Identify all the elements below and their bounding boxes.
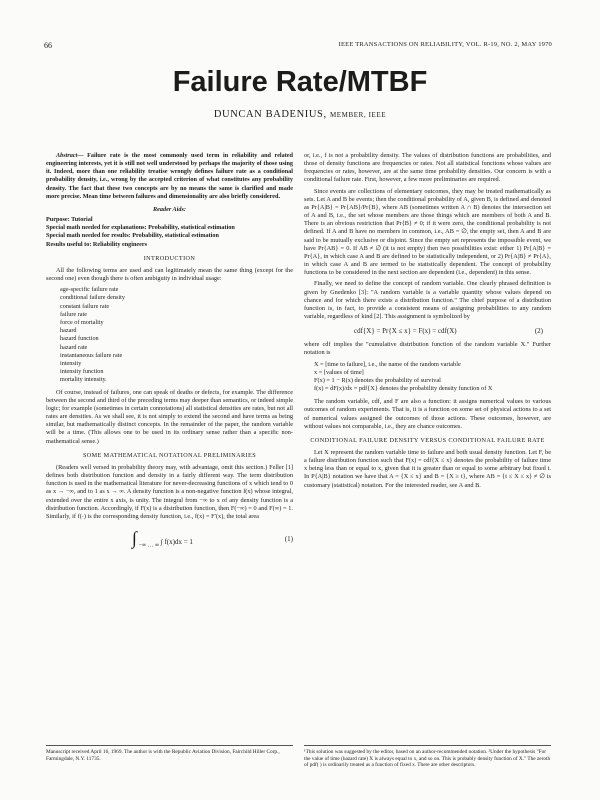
notation-definitions [314,361,551,394]
definition-line: F(x) = 1 − R(x) denotes the probability of survival [314,376,441,384]
right-paragraph-2: Since events are collections of elementary outcomes, they may be treated mathematically as sets. Let A and B be events; then the conditional probability of A, given B, is defined and denoted as Pr{A|B} = Pr{AB}/Pr{B}, where AB (sometimes written A ∩ B) denotes the intersection set of A and B, i.e., the set whose members are those things which are members of both A and B. There is an obvious restriction that Pr{B} ≠ 0; if it were zero, the conditional probability is not defined. If A and B have no members in common, i.e., AB = ∅, the empty set, then A and B are said to be mutually exclusive or disjoint. Since the empty set represents the impossible event, we have Pr{AB} = 0. If AB ≠ ∅ (it is not empty) then two possibilities exist: either 1) Pr{A|B} = Pr{A}, in which case A and B are defined to be statistically independent, or 2) Pr{A|B} ≠ Pr{A}, in which case A and B are termed to be statistically dependent. The concept of probability functions to be considered in the next section are dependent (i.e., dependent) in this sense. [304,187,551,277]
author-membership: MEMBER, IEEE [329,111,387,119]
equation-number: (2) [534,327,543,336]
term-item: intensity [60,360,82,368]
equation-1 [132,529,293,550]
abstract-label: Abstract [56,152,78,159]
integral-limits: −∞ … ∞ [138,542,160,549]
equation-2 [354,327,543,335]
right-paragraph-5: The random variable, cdf, and F are also a function: it assigns numerical values to various outcomes of random experiments. That is, it is a function on some set of physical actions to a set of numerical values assigned the outcomes of those actions. These outcomes, however, are without values not comparable, i.e., they are chance outcomes. [304,398,551,430]
integral-expression [132,529,193,550]
reader-aids-heading: Reader Aids: [153,205,186,213]
term-item: hazard [60,327,77,335]
author-line [0,109,600,120]
equation-2-expression: cdf{X} = Pr{X ≤ x} = F(x) = cdf(X) [354,327,457,336]
reader-aid-useful-to: Results useful to: Reliability engineers [46,240,148,248]
term-item: instantaneous failure rate [60,351,123,359]
term-item: failure rate [60,310,87,318]
footnote-right: ¹This solution was suggested by the editor, based on an author-recommended notation. ²Under the hypothesis "For the value of time (hazard rate) X is always equal to x, and so on. This is probably density function of X." The zeroth of pdf( ) is ordinarily treated as a function of fixed x. There are other descriptors. [304,745,551,769]
terms-discussion-paragraph: Of course, instead of failures, one can speak of deaths or defects, for example. The difference between the second and third of the preceding terms may deeper than semantics, or indeed simple logic; for example (sometimes in certain connotations) all statistical densities are rates, but not all rates are densities. As we shall see, it is not simply to extend the second and have terms as being similar, but mathematically distinct concepts. In the remainder of the paper, the random variable will be a time. (This allows one to be used in its ordinary sense rather than a specific non-mathematical sense.) [46,388,293,445]
reader-aid-purpose: Purpose: Tutorial [46,216,93,224]
math-paragraph: (Readers well versed in probability theory may, with advantage, omit this section.) Feller [1] defines both distribution function and density in a fairly different way. The term distribution function is used in the mathematical literature for never-decreasing functions of x which tend to 0 as x → −∞, and to 1 as x → ∞. A density function is a non-negative function f(x) whose integral, extended over the entire x axis, is unity. The integral from −∞ to x of any density function is a distribution function. Accordingly, if F(x) is a distribution function, then F(−∞) = 0 and F(∞) = 1. Similarly, if f(·) is the corresponding density function, i.e., f(x) = F′(x), the total area [46,463,293,520]
definition-line: x = [values of time] [314,368,364,376]
term-item: age-specific failure rate [60,286,119,294]
integral-sign: ∫ [132,527,137,548]
left-column [46,152,293,558]
equation-number: (1) [284,535,293,544]
term-item: hazard rate [60,343,88,351]
intro-paragraph: All the following terms are used and can legitimately mean the same thing (except for the second one) even though there is often ambiguity in individual usage: [46,266,293,283]
page-number: 66 [44,41,52,50]
term-list [60,286,293,384]
section-heading-math-preliminaries: SOME MATHEMATICAL NOTATIONAL PRELIMINARIES [82,451,257,459]
term-item: intensity function [60,368,104,376]
term-item: conditional failure density [60,294,125,302]
term-item: hazard function [60,335,99,343]
right-paragraph-3: Finally, we need to define the concept of random variable. One clearly phrased definition is given by Gnedenko [3]: "A random variable is a variable quantity whose values depend on chance and for which there exists a distribution function." The chief purpose of a distribution function is, in fact, to provide a consistent means of assigning probabilities to any random variable, regardless of kind [2]. This assignment is symbolized by [304,280,551,320]
right-paragraph-4: where cdf implies the "cumulative distribution function of the random variable X." Further notation is [304,341,551,357]
right-paragraph-6: Let X represent the random variable time to failure and both usual density function. Let F, be a failure distribution function such that F(x) = cdf{X ≤ x} denotes the probability of failure time x being less than or equal to x, given that it is greater than or equal to some arbitrary but fixed t. In P{A|B} notation we have that A = {X ≤ x} and B = {X ≥ t}, where AB = {t ≤ X ≤ x} ≠ ∅ is customary (statistical) notation. For the interested reader, see A and B. [304,449,551,489]
abstract [46,152,293,201]
reader-aid-math-results: Special math needed for results: Probability, statistical estimation [46,232,219,240]
article-title: Failure Rate/MTBF [172,66,428,98]
definition-line: f(x) = dF(x)/dx = pdf{X} denotes the probability density function of X [314,385,493,393]
author-name: DUNCAN BADENIUS, [213,109,327,120]
right-column [304,152,551,493]
term-item: constant failure rate [60,302,110,310]
term-item: force of mortality [60,319,104,326]
reader-aid-math-explanations: Special math needed for explanations: Probability, statistical estimation [46,224,235,232]
term-item: mortality intensity. [60,376,107,384]
integral-body: ∫ f(x)dx = 1 [160,537,193,546]
right-paragraph-1: or, i.e., f is not a probability density. The values of distribution functions are probabilities, and those of density functions are frequencies or rates. Not all statistical functions whose values are frequencies or rates, however, are at the same time probability densities. Our concern is with a conditional failure rate. First, however, a few more preliminaries are required. [304,152,551,184]
definition-line: X = [time to failure], i.e., the name of the random variable [314,360,461,368]
abstract-text: — Failure rate is the most commonly used term in reliability and related engineering interests, yet it is still not well understood by perhaps the majority of those using it. Indeed, more than one reliability treatise wrongly defines failure rate as a conditional probability density, i.e., wrong by the accepted criterion of what constitutes any probability density. The fact that these two concepts are by no means the same is clarified and made more precise. Mean time between failures and dimensionality are also briefly considered. [46,152,293,200]
journal-header: IEEE TRANSACTIONS ON RELIABILITY, VOL. R-19, NO. 2, MAY 1970 [338,41,552,48]
section-heading-conditional: CONDITIONAL FAILURE DENSITY VERSUS CONDITIONAL FAILURE RATE [310,436,545,444]
section-heading-introduction: INTRODUCTION [143,254,196,262]
footnote-left: Manuscript received April 16, 1969. The author is with the Republic Aviation Division, Fairchild Hiller Corp., Farmingdale, N.Y. 11735. [46,745,293,762]
